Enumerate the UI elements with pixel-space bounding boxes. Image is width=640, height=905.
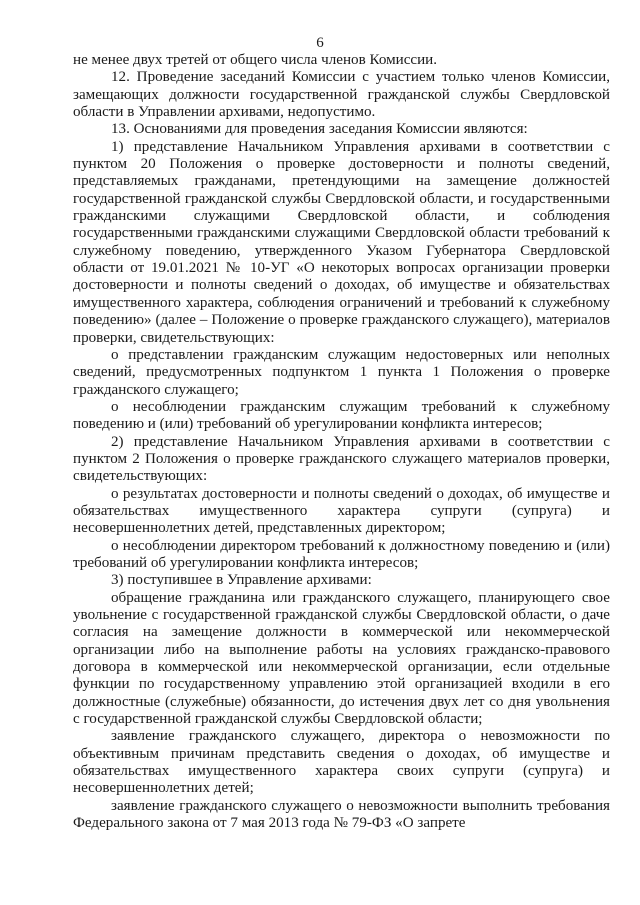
document-body (73, 52, 610, 832)
paragraph: 13. Основаниями для проведения заседания Комиссии являются: (111, 121, 528, 138)
paragraph: заявление гражданского служащего, директора о невозможности по объективным причинам представить сведения о доходах, об имуществе и обязательствах имущественного характера своих супруги (супруга) и несовершеннолетних детей; (73, 728, 610, 797)
paragraph: обращение гражданина или гражданского служащего, планирующего свое увольнение с государственной гражданской службы Свердловской области, о даче согласия на замещение должности в коммерческой или некоммерческой организации либо на выполнение работы на условиях гражданско-правового договора в коммерческой или некоммерческой организации, если отдельные функции по государственному управлению этой организацией входили в его должностные (служебные) обязанности, до истечения двух лет со дня увольнения с государственной гражданской службы Свердловской области; (73, 589, 610, 728)
paragraph: о несоблюдении гражданским служащим требований к служебному поведению и (или) требований об урегулировании конфликта интересов; (73, 398, 610, 433)
paragraph: заявление гражданского служащего о невозможности выполнить требования Федерального закона от 7 мая 2013 года № 79-ФЗ «О запрете (73, 797, 610, 832)
paragraph: о несоблюдении директором требований к должностному поведению и (или) требований об урегулировании конфликта интересов; (73, 537, 610, 571)
page-number: 6 (316, 35, 324, 51)
paragraph: 3) поступившее в Управление архивами: (111, 572, 372, 589)
paragraph: о представлении гражданским служащим недостоверных или неполных сведений, предусмотренных подпунктом 1 пункта 1 Положения о проверке гражданского служащего; (73, 346, 610, 398)
paragraph: о результатах достоверности и полноты сведений о доходах, об имуществе и обязательствах имущественного характера супруги (супруга) и несовершеннолетних детей, представленных директором; (73, 485, 610, 537)
paragraph: не менее двух третей от общего числа членов Комиссии. (73, 52, 438, 68)
paragraph: 2) представление Начальником Управления архивами в соответствии с пунктом 2 Положения о проверке гражданского служащего материалов проверки, свидетельствующих: (73, 433, 610, 485)
paragraph: 12. Проведение заседаний Комиссии с участием только членов Комиссии, замещающих должности государственной гражданской службы Свердловской области в Управлении архивами, недопустимо. (73, 69, 610, 121)
paragraph: 1) представление Начальником Управления архивами в соответствии с пунктом 20 Положения о проверке достоверности и полноты сведений, представляемых гражданами, претендующими на замещение должностей государственной гражданской службы Свердловской области, и государственными гражданскими служащими Свердловской области, и соблюдения государственными гражданскими служащими Свердловской области требований к служебному поведению, утвержденного Указом Губернатора Свердловской области от 19.01.2021 № 10-УГ «О некоторых вопросах организации проверки достоверности и полноты сведений о доходах, об имуществе и обязательствах имущественного характера, соблюдения ограничений и требований к служебному поведению» (далее – Положение о проверке гражданского служащего), материалов проверки, свидетельствующих: (73, 138, 610, 346)
